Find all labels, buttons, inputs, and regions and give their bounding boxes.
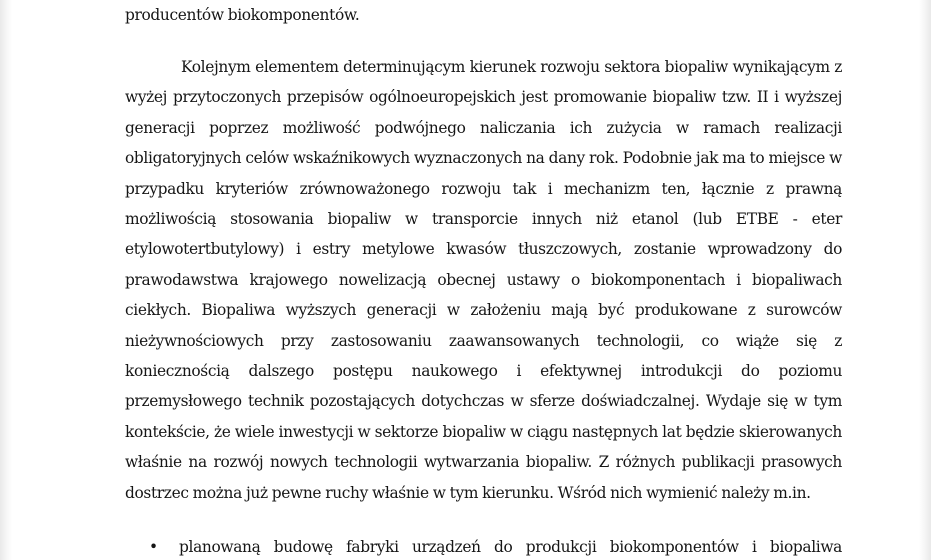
- body-paragraph: Kolejnym elementem determinującym kierunek rozwoju sektora biopaliw wynikającym z wyżej przytoczonych przepisów ogólnoeuropejskich jest promowanie biopaliw tzw. II i wyższej generacji poprzez możliwość podwójnego naliczania ich zużycia w ramach realizacji obligatoryjnych celów wskaźnikowych wyznaczonych na dany rok. Podobnie jak ma to miejsce w przypadku kryteriów zrównoważonego rozwoju tak i mechanizm ten, łącznie z prawną możliwością stosowania biopaliw w transporcie innych niż etanol (lub ETBE - eter etylowotertbutylowy) i estry metylowe kwasów tłuszczowych, zostanie wprowadzony do prawodawstwa krajowego nowelizacją obecnej ustawy o biokomponentach i biopaliwach ciekłych. Biopaliwa wyższych generacji w założeniu mają być produkowane z surowców nieżywnościowych przy zastosowaniu zaawansowanych technologii, co wiąże się z koniecznością dalszego postępu naukowego i efektywnej introdukcji do poziomu przemysłowego technik pozostających dotychczas w sferze doświadczalnej. Wydaje się w tym kontekście, że wiele inwestycji w sektorze biopaliw w ciągu następnych lat będzie skierowanych właśnie na rozwój nowych technologii wytwarzania biopaliw. Z różnych publikacji prasowych dostrzec można już pewne ruchy właśnie w tym kierunku. Wśród nich wymienić należy m.in.: [125, 58, 842, 502]
- list-item-text: planowaną budowę fabryki urządzeń do produkcji biokomponentów i biopaliwa: [179, 538, 842, 556]
- list-item: [125, 532, 842, 560]
- scan-edge-right: [919, 0, 931, 560]
- bullet-list: [125, 532, 842, 560]
- scan-edge-left: [0, 0, 12, 560]
- previous-paragraph-fragment: producentów biokomponentów.: [125, 6, 360, 24]
- bullet-marker: •: [149, 538, 158, 556]
